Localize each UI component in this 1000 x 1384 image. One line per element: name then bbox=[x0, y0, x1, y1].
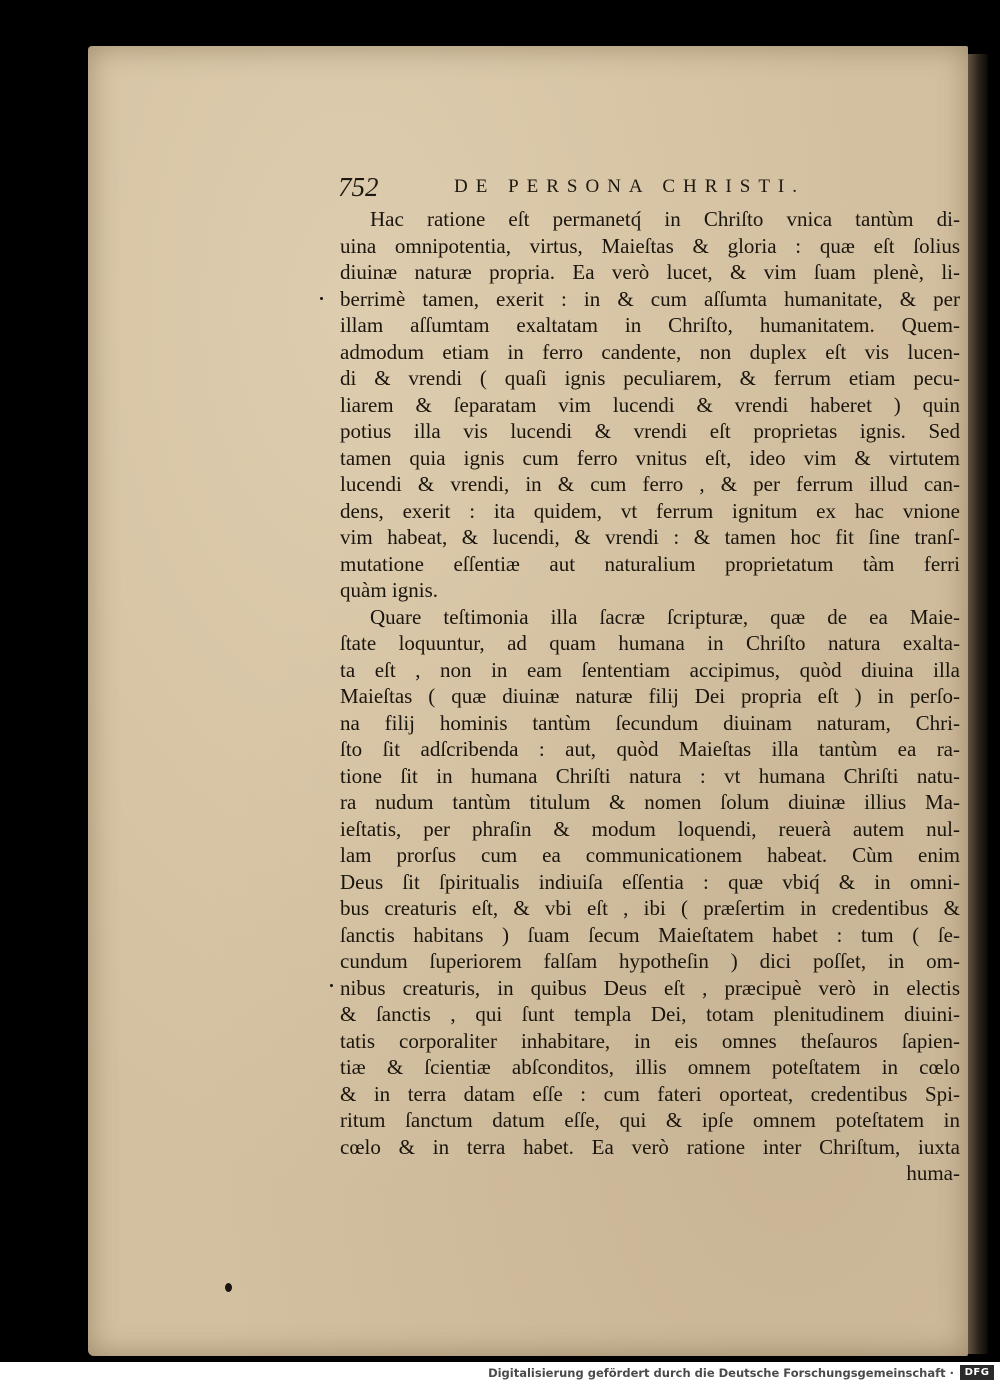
digitization-credit: Digitalisierung gefördert durch die Deutsche Forschungsgemeinschaft · bbox=[488, 1366, 954, 1380]
text-line: Quare teſtimonia illa ſacræ ſcripturæ, quæ de ea Maie- bbox=[370, 604, 960, 629]
text-line: tamen quia ignis cum ferro vnitus eſt, ideo vim & virtutem bbox=[340, 445, 960, 470]
text-line: Hac ratione eſt permanetq́ in Chriſto vnica tantùm di- bbox=[370, 207, 960, 231]
footer-band bbox=[0, 1362, 1000, 1384]
margin-ink-spot bbox=[225, 1283, 232, 1292]
body-text bbox=[340, 206, 960, 1187]
text-line: ſanctis habitans ) ſuam ſecum Maieſtatem habet : tum ( ſe- bbox=[340, 922, 960, 947]
text-line: cundum ſuperiorem falſam hypotheſin ) dici poſſet, in om- bbox=[340, 949, 960, 973]
text-line: na filij hominis tantùm ſecundum diuinam naturam, Chri- bbox=[340, 710, 960, 735]
text-line: dens, exerit : ita quidem, vt ferrum ignitum ex hac vnione bbox=[340, 498, 960, 523]
text-line: di & vrendi ( quaſi ignis peculiarem, & ferrum etiam pecu- bbox=[340, 366, 960, 390]
text-line: Deus ſit ſpiritualis indiuiſa eſſentia : quæ vbiq́ & in omni- bbox=[340, 869, 960, 894]
text-line: ſtate loquuntur, ad quam humana in Chriſto natura exalta- bbox=[340, 631, 960, 655]
text-line: lucendi & vrendi, in & cum ferro , & per ferrum illud can- bbox=[340, 472, 960, 496]
page-edge bbox=[966, 54, 988, 1354]
text-line: & in terra datam eſſe : cum fateri oporteat, credentibus Spi- bbox=[340, 1081, 960, 1106]
text-line: mutatione eſſentiæ aut naturalium proprietatum tàm ferri bbox=[340, 551, 960, 576]
text-line: diuinæ naturæ propria. Ea verò lucet, & vim ſuam plenè, li- bbox=[340, 260, 960, 284]
text-line: ieſtatis, per phraſin & modum loquendi, reuerà autem nul- bbox=[340, 816, 960, 841]
margin-ink-spot bbox=[330, 984, 333, 987]
text-line: lam prorſus cum ea communicationem habeat. Cùm enim bbox=[340, 843, 960, 867]
text-line: uina omnipotentia, virtus, Maieſtas & gloria : quæ eſt ſolius bbox=[340, 233, 960, 258]
text-line: & ſanctis , qui ſunt templa Dei, totam plenitudinem diuini- bbox=[340, 1002, 960, 1026]
text-line: berrimè tamen, exerit : in & cum aſſumta humanitate, & per bbox=[340, 286, 960, 311]
running-head bbox=[338, 172, 878, 206]
running-title: DE PERSONA CHRISTI. bbox=[454, 176, 805, 197]
text-line: tatis corporaliter inhabitare, in eis omnes theſauros ſapien- bbox=[340, 1028, 960, 1053]
text-line: tiæ & ſcientiæ abſconditos, illis omnem poteſtatem in cœlo bbox=[340, 1055, 960, 1079]
margin-ink-spot bbox=[320, 297, 323, 300]
page-number: 752 bbox=[338, 172, 379, 202]
catchword: huma- bbox=[906, 1161, 960, 1185]
text-line: illam aſſumtam exaltatam in Chriſto, humanitatem. Quem- bbox=[340, 313, 960, 337]
text-line: admodum etiam in ferro candente, non duplex eſt vis lucen- bbox=[340, 339, 960, 364]
text-line: quàm ignis. bbox=[340, 578, 438, 602]
text-line: nibus creaturis, in quibus Deus eſt , præcipuè verò in electis bbox=[340, 975, 960, 1000]
text-line: ritum ſanctum datum eſſe, qui & ipſe omnem poteſtatem in bbox=[340, 1108, 960, 1132]
dfg-logo: DFG bbox=[960, 1365, 994, 1380]
text-line: bus creaturis eſt, & vbi eſt , ibi ( præſertim in credentibus & bbox=[340, 896, 960, 920]
text-line: Maieſtas ( quæ diuinæ naturæ filij Dei propria eſt ) in perſo- bbox=[340, 684, 960, 708]
text-line: ra nudum tantùm titulum & nomen ſolum diuinæ illius Ma- bbox=[340, 790, 960, 814]
text-line: cœlo & in terra habet. Ea verò ratione inter Chriſtum, iuxta bbox=[340, 1134, 960, 1159]
text-line: potius illa vis lucendi & vrendi eſt proprietas ignis. Sed bbox=[340, 419, 960, 443]
text-line: ta eſt , non in eam ſententiam accipimus, quòd diuina illa bbox=[340, 657, 960, 682]
text-line: ſto ſit adſcribenda : aut, quòd Maieſtas illa tantùm ea ra- bbox=[340, 737, 960, 761]
text-line: vim habeat, & lucendi, & vrendi : & tamen hoc fit ſine tranſ- bbox=[340, 525, 960, 549]
text-line: liarem & ſeparatam vim lucendi & vrendi haberet ) quin bbox=[340, 392, 960, 417]
text-line: tione ſit in humana Chriſti natura : vt humana Chriſti natu- bbox=[340, 763, 960, 788]
